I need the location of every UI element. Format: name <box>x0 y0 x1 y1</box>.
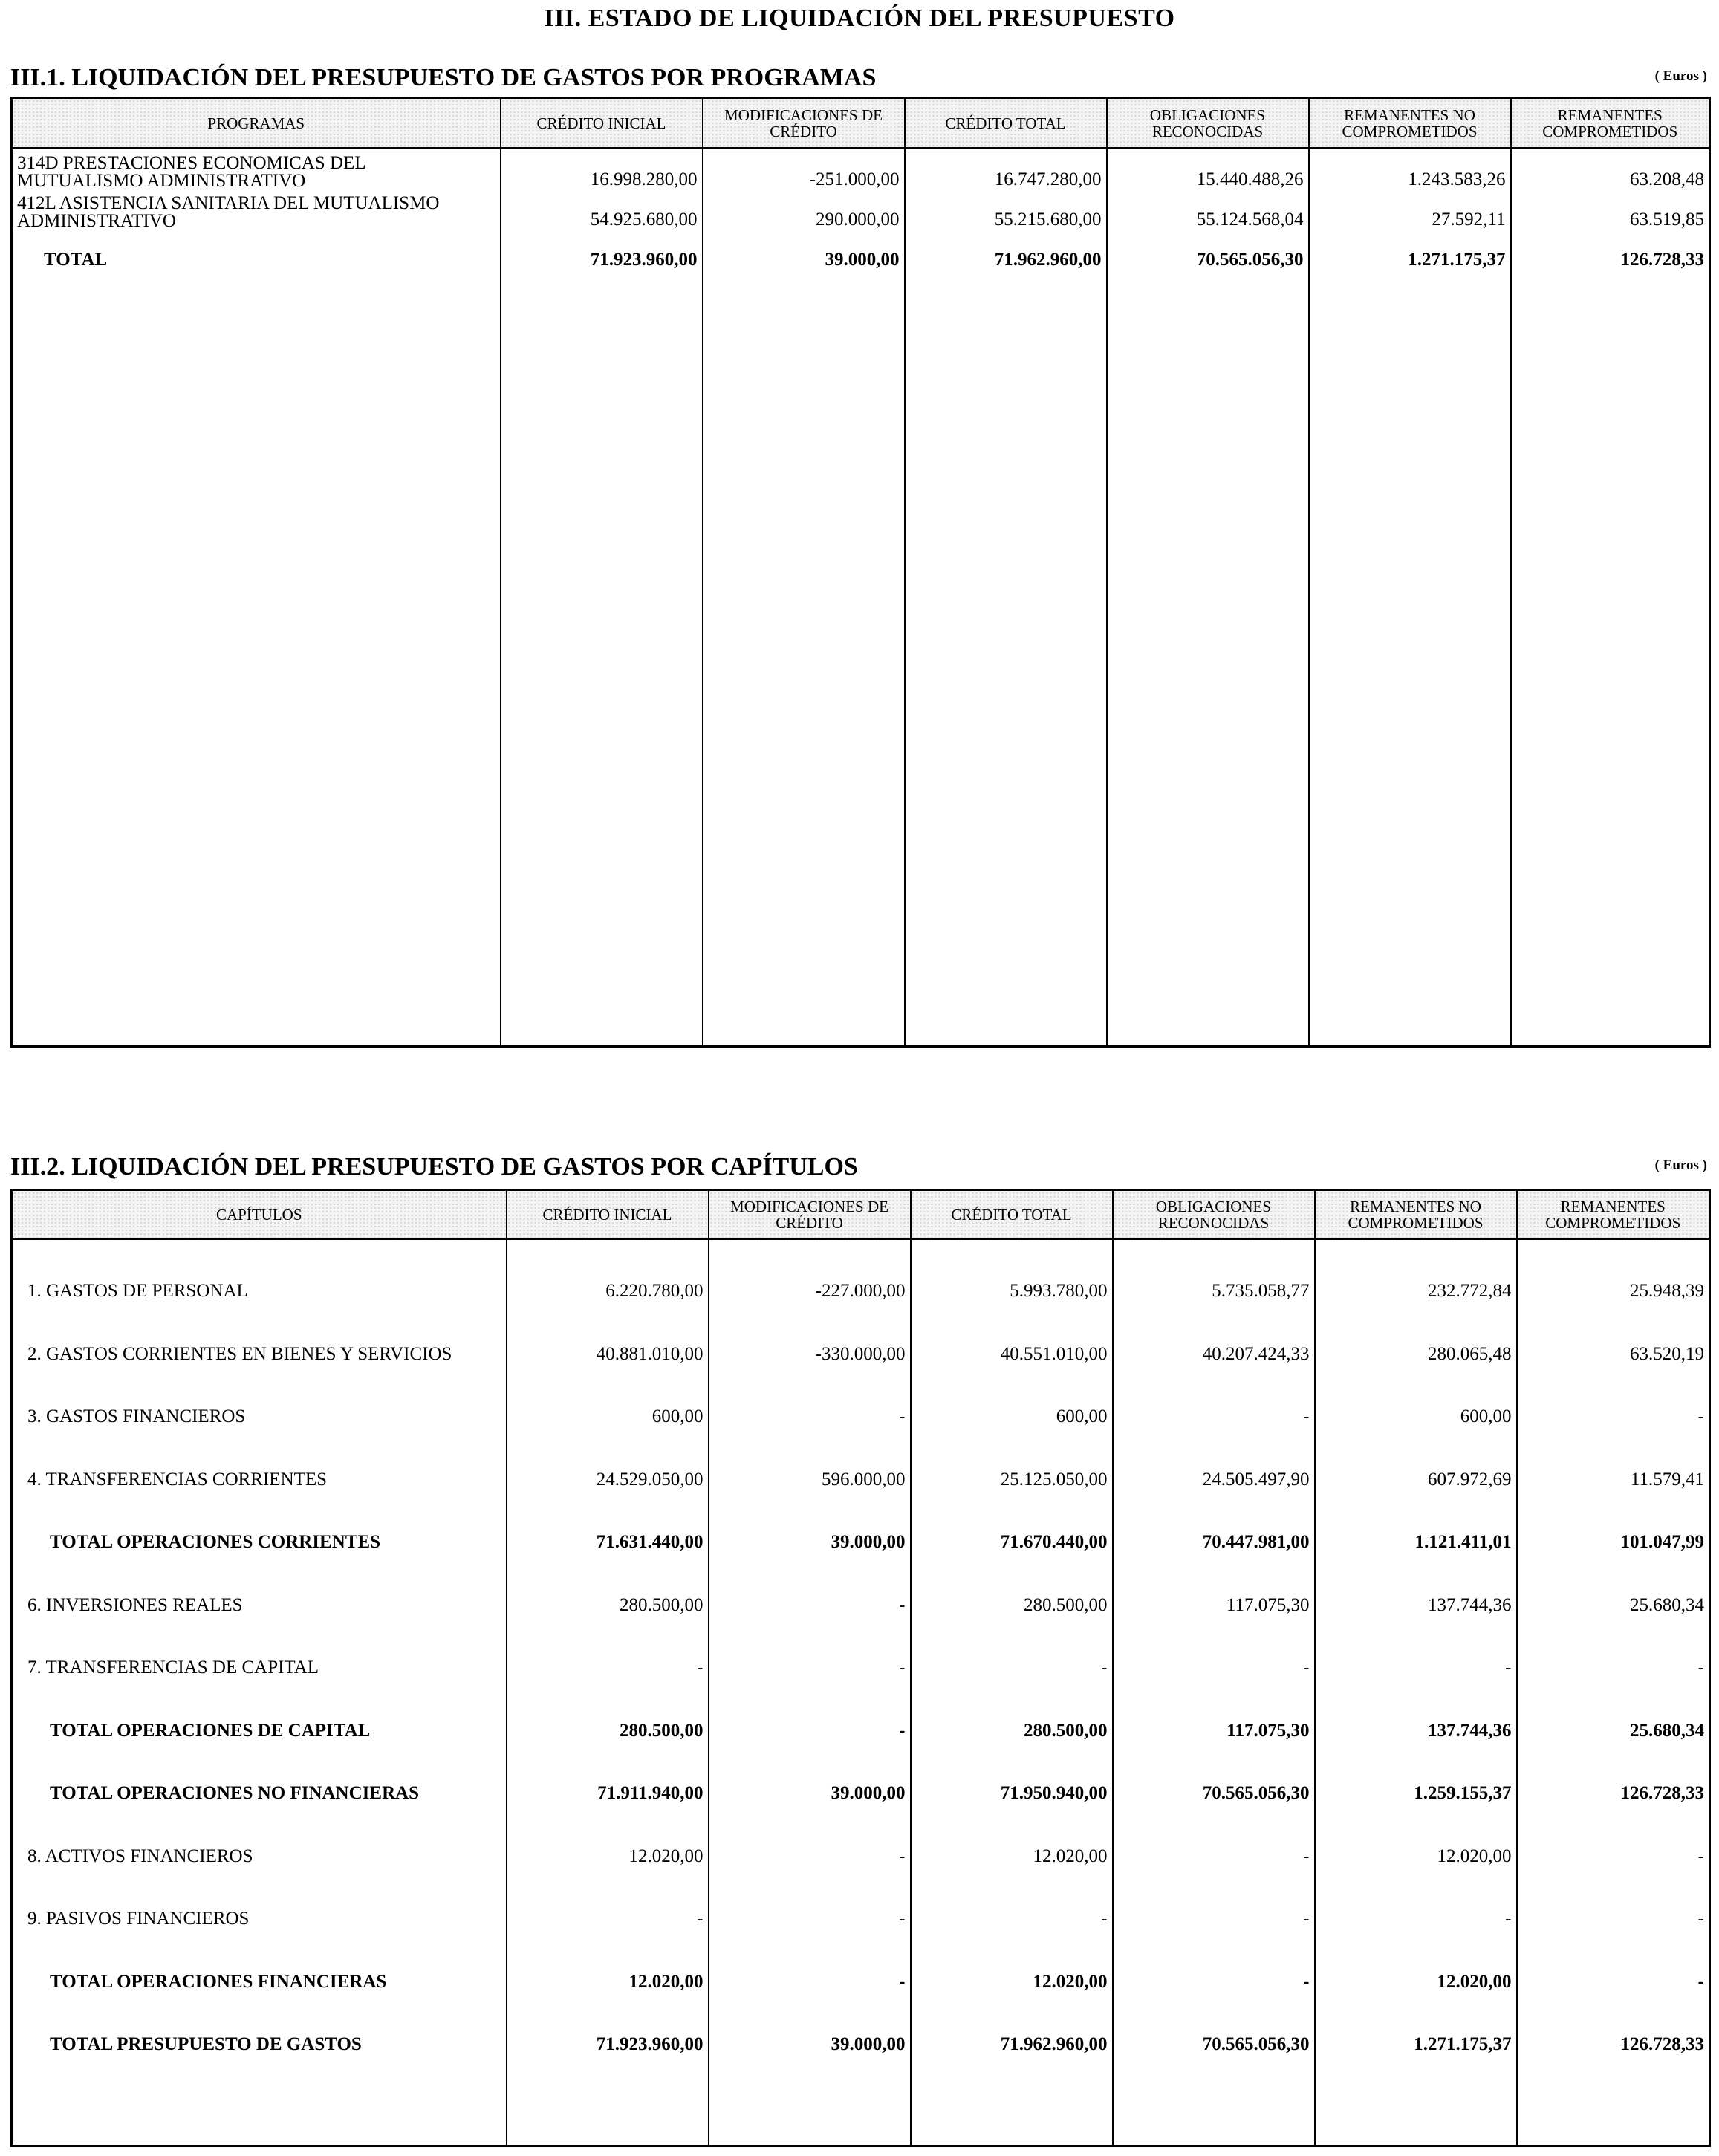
section1-units: ( Euros ) <box>1654 68 1707 84</box>
col-header-programas: PROGRAMAS <box>12 98 501 149</box>
cell-remanentes-no-comprometidos: 137.744,36 <box>1315 1553 1517 1616</box>
filler-row <box>12 2055 1710 2146</box>
cell-remanentes-no-comprometidos: 280.065,48 <box>1315 1302 1517 1365</box>
cell-modificaciones: 39.000,00 <box>709 1741 911 1805</box>
cell-obligaciones: 24.505.497,90 <box>1113 1427 1315 1490</box>
chapter-name: 8. ACTIVOS FINANCIEROS <box>12 1804 507 1867</box>
total-row <box>12 1929 1710 1993</box>
col-header-modificaciones: MODIFICACIONES DE CRÉDITO <box>709 1190 911 1239</box>
table-row <box>12 1239 1710 1302</box>
cell-remanentes-comprometidos: 11.579,41 <box>1517 1427 1710 1490</box>
cell-remanentes-no-comprometidos: 27.592,11 <box>1309 190 1511 230</box>
chapter-name: 3. GASTOS FINANCIEROS <box>12 1365 507 1428</box>
cell-modificaciones: 290.000,00 <box>703 190 905 230</box>
col-header-credito-inicial: CRÉDITO INICIAL <box>507 1190 709 1239</box>
cell-credito-inicial: - <box>507 1867 709 1930</box>
cell-modificaciones: 39.000,00 <box>703 230 905 270</box>
table-row <box>12 1553 1710 1616</box>
cell-credito-total: 71.950.940,00 <box>911 1741 1113 1805</box>
cell-modificaciones: - <box>709 1365 911 1428</box>
cell-remanentes-comprometidos: - <box>1517 1867 1710 1930</box>
cell-modificaciones: - <box>709 1867 911 1930</box>
cell-remanentes-comprometidos: - <box>1517 1616 1710 1679</box>
cell-credito-inicial: 16.998.280,00 <box>501 149 703 190</box>
table-header-row <box>12 1190 1710 1239</box>
cell-credito-total: 16.747.280,00 <box>905 149 1107 190</box>
cell-credito-inicial: 71.923.960,00 <box>507 1993 709 2056</box>
cell-remanentes-no-comprometidos: 1.259.155,37 <box>1315 1741 1517 1805</box>
cell-credito-total: 71.670.440,00 <box>911 1490 1113 1553</box>
cell-remanentes-no-comprometidos: - <box>1315 1616 1517 1679</box>
cell-credito-inicial: 54.925.680,00 <box>501 190 703 230</box>
cell-credito-total: 71.962.960,00 <box>911 1993 1113 2056</box>
cell-obligaciones: 70.565.056,30 <box>1113 1741 1315 1805</box>
col-header-obligaciones: OBLIGACIONES RECONOCIDAS <box>1113 1190 1315 1239</box>
cell-obligaciones: 70.447.981,00 <box>1113 1490 1315 1553</box>
cell-modificaciones: - <box>709 1804 911 1867</box>
col-header-obligaciones: OBLIGACIONES RECONOCIDAS <box>1107 98 1309 149</box>
chapter-name: 7. TRANSFERENCIAS DE CAPITAL <box>12 1616 507 1679</box>
cell-obligaciones: 117.075,30 <box>1113 1553 1315 1616</box>
cell-remanentes-comprometidos: - <box>1517 1365 1710 1428</box>
cell-credito-total: 71.962.960,00 <box>905 230 1107 270</box>
cell-obligaciones: - <box>1113 1867 1315 1930</box>
cell-modificaciones: 39.000,00 <box>709 1993 911 2056</box>
total-label: TOTAL OPERACIONES NO FINANCIERAS <box>12 1741 507 1805</box>
table-row <box>12 1302 1710 1365</box>
chapter-name: 4. TRANSFERENCIAS CORRIENTES <box>12 1427 507 1490</box>
program-name: 412L ASISTENCIA SANITARIA DEL MUTUALISMO ADMINISTRATIVO <box>12 190 501 230</box>
cell-credito-total: 5.993.780,00 <box>911 1239 1113 1302</box>
cell-credito-inicial: 71.923.960,00 <box>501 230 703 270</box>
cell-remanentes-no-comprometidos: 1.243.583,26 <box>1309 149 1511 190</box>
cell-credito-inicial: 12.020,00 <box>507 1804 709 1867</box>
cell-credito-total: 12.020,00 <box>911 1804 1113 1867</box>
cell-obligaciones: 40.207.424,33 <box>1113 1302 1315 1365</box>
table-row <box>12 1616 1710 1679</box>
cell-credito-total: 280.500,00 <box>911 1553 1113 1616</box>
cell-obligaciones: - <box>1113 1365 1315 1428</box>
cell-modificaciones: -227.000,00 <box>709 1239 911 1302</box>
chapter-name: 9. PASIVOS FINANCIEROS <box>12 1867 507 1930</box>
total-row <box>12 1993 1710 2056</box>
chapter-name: 1. GASTOS DE PERSONAL <box>12 1239 507 1302</box>
cell-remanentes-comprometidos: 25.680,34 <box>1517 1553 1710 1616</box>
section1-title: III.1. LIQUIDACIÓN DEL PRESUPUESTO DE GASTOS POR PROGRAMAS <box>10 64 877 91</box>
cell-modificaciones: - <box>709 1553 911 1616</box>
cell-remanentes-no-comprometidos: 600,00 <box>1315 1365 1517 1428</box>
cell-credito-inicial: - <box>507 1616 709 1679</box>
program-name: 314D PRESTACIONES ECONOMICAS DEL MUTUALISMO ADMINISTRATIVO <box>12 149 501 190</box>
cell-obligaciones: - <box>1113 1616 1315 1679</box>
col-header-capitulos: CAPÍTULOS <box>12 1190 507 1239</box>
col-header-credito-total: CRÉDITO TOTAL <box>905 98 1107 149</box>
cell-modificaciones: 39.000,00 <box>709 1490 911 1553</box>
cell-credito-total: 55.215.680,00 <box>905 190 1107 230</box>
cell-modificaciones: - <box>709 1616 911 1679</box>
cell-remanentes-comprometidos: 63.208,48 <box>1511 149 1710 190</box>
cell-credito-total: - <box>911 1867 1113 1930</box>
cell-obligaciones: 5.735.058,77 <box>1113 1239 1315 1302</box>
cell-remanentes-comprometidos: 126.728,33 <box>1511 230 1710 270</box>
cell-credito-total: - <box>911 1616 1113 1679</box>
cell-remanentes-comprometidos: 126.728,33 <box>1517 1993 1710 2056</box>
page-title: III. ESTADO DE LIQUIDACIÓN DEL PRESUPUESTO <box>544 4 1175 32</box>
cell-modificaciones: -330.000,00 <box>709 1302 911 1365</box>
col-header-modificaciones: MODIFICACIONES DE CRÉDITO <box>703 98 905 149</box>
capitulos-table <box>10 1189 1711 2147</box>
cell-modificaciones: -251.000,00 <box>703 149 905 190</box>
cell-remanentes-comprometidos: 63.520,19 <box>1517 1302 1710 1365</box>
cell-remanentes-no-comprometidos: 1.121.411,01 <box>1315 1490 1517 1553</box>
cell-remanentes-comprometidos: 126.728,33 <box>1517 1741 1710 1805</box>
cell-remanentes-comprometidos: 63.519,85 <box>1511 190 1710 230</box>
total-label: TOTAL OPERACIONES DE CAPITAL <box>12 1678 507 1741</box>
cell-obligaciones: 117.075,30 <box>1113 1678 1315 1741</box>
section2-units: ( Euros ) <box>1654 1157 1707 1173</box>
cell-credito-total: 12.020,00 <box>911 1929 1113 1993</box>
cell-modificaciones: - <box>709 1678 911 1741</box>
cell-remanentes-comprometidos: - <box>1517 1929 1710 1993</box>
col-header-remanentes-comprometidos: REMANENTES COMPROMETIDOS <box>1511 98 1710 149</box>
total-row <box>12 1741 1710 1805</box>
cell-remanentes-comprometidos: - <box>1517 1804 1710 1867</box>
cell-credito-total: 280.500,00 <box>911 1678 1113 1741</box>
cell-modificaciones: - <box>709 1929 911 1993</box>
table-row <box>12 1867 1710 1930</box>
cell-remanentes-comprometidos: 101.047,99 <box>1517 1490 1710 1553</box>
cell-credito-total: 25.125.050,00 <box>911 1427 1113 1490</box>
table-header-row <box>12 98 1710 149</box>
cell-remanentes-no-comprometidos: - <box>1315 1867 1517 1930</box>
cell-credito-inicial: 6.220.780,00 <box>507 1239 709 1302</box>
cell-remanentes-no-comprometidos: 12.020,00 <box>1315 1804 1517 1867</box>
cell-obligaciones: 70.565.056,30 <box>1107 230 1309 270</box>
chapter-name: 6. INVERSIONES REALES <box>12 1553 507 1616</box>
cell-obligaciones: 55.124.568,04 <box>1107 190 1309 230</box>
total-label: TOTAL OPERACIONES CORRIENTES <box>12 1490 507 1553</box>
col-header-remanentes-no-comprometidos: REMANENTES NO COMPROMETIDOS <box>1309 98 1511 149</box>
cell-obligaciones: 15.440.488,26 <box>1107 149 1309 190</box>
table-row <box>12 149 1710 190</box>
col-header-remanentes-no-comprometidos: REMANENTES NO COMPROMETIDOS <box>1315 1190 1517 1239</box>
cell-remanentes-no-comprometidos: 607.972,69 <box>1315 1427 1517 1490</box>
cell-credito-inicial: 71.911.940,00 <box>507 1741 709 1805</box>
cell-credito-inicial: 600,00 <box>507 1365 709 1428</box>
programas-table <box>10 97 1711 1048</box>
cell-remanentes-no-comprometidos: 232.772,84 <box>1315 1239 1517 1302</box>
cell-credito-inicial: 24.529.050,00 <box>507 1427 709 1490</box>
cell-credito-inicial: 71.631.440,00 <box>507 1490 709 1553</box>
cell-credito-inicial: 280.500,00 <box>507 1553 709 1616</box>
cell-remanentes-no-comprometidos: 1.271.175,37 <box>1315 1993 1517 2056</box>
col-header-remanentes-comprometidos: REMANENTES COMPROMETIDOS <box>1517 1190 1710 1239</box>
cell-remanentes-no-comprometidos: 137.744,36 <box>1315 1678 1517 1741</box>
cell-credito-inicial: 40.881.010,00 <box>507 1302 709 1365</box>
col-header-credito-total: CRÉDITO TOTAL <box>911 1190 1113 1239</box>
cell-remanentes-no-comprometidos: 12.020,00 <box>1315 1929 1517 1993</box>
table-row <box>12 1427 1710 1490</box>
cell-credito-inicial: 12.020,00 <box>507 1929 709 1993</box>
cell-remanentes-no-comprometidos: 1.271.175,37 <box>1309 230 1511 270</box>
table-row <box>12 1804 1710 1867</box>
cell-obligaciones: - <box>1113 1929 1315 1993</box>
total-label: TOTAL <box>12 230 501 270</box>
chapter-name: 2. GASTOS CORRIENTES EN BIENES Y SERVICIOS <box>12 1302 507 1365</box>
cell-modificaciones: 596.000,00 <box>709 1427 911 1490</box>
filler-row <box>12 270 1710 1047</box>
total-row <box>12 1678 1710 1741</box>
cell-remanentes-comprometidos: 25.948,39 <box>1517 1239 1710 1302</box>
total-row <box>12 1490 1710 1553</box>
total-label: TOTAL OPERACIONES FINANCIERAS <box>12 1929 507 1993</box>
table-row <box>12 1365 1710 1428</box>
cell-credito-total: 40.551.010,00 <box>911 1302 1113 1365</box>
cell-remanentes-comprometidos: 25.680,34 <box>1517 1678 1710 1741</box>
total-label: TOTAL PRESUPUESTO DE GASTOS <box>12 1993 507 2056</box>
total-row <box>12 230 1710 270</box>
cell-obligaciones: - <box>1113 1804 1315 1867</box>
cell-obligaciones: 70.565.056,30 <box>1113 1993 1315 2056</box>
cell-credito-total: 600,00 <box>911 1365 1113 1428</box>
col-header-credito-inicial: CRÉDITO INICIAL <box>501 98 703 149</box>
cell-credito-inicial: 280.500,00 <box>507 1678 709 1741</box>
table-row <box>12 190 1710 230</box>
section2-title: III.2. LIQUIDACIÓN DEL PRESUPUESTO DE GASTOS POR CAPÍTULOS <box>10 1153 858 1181</box>
